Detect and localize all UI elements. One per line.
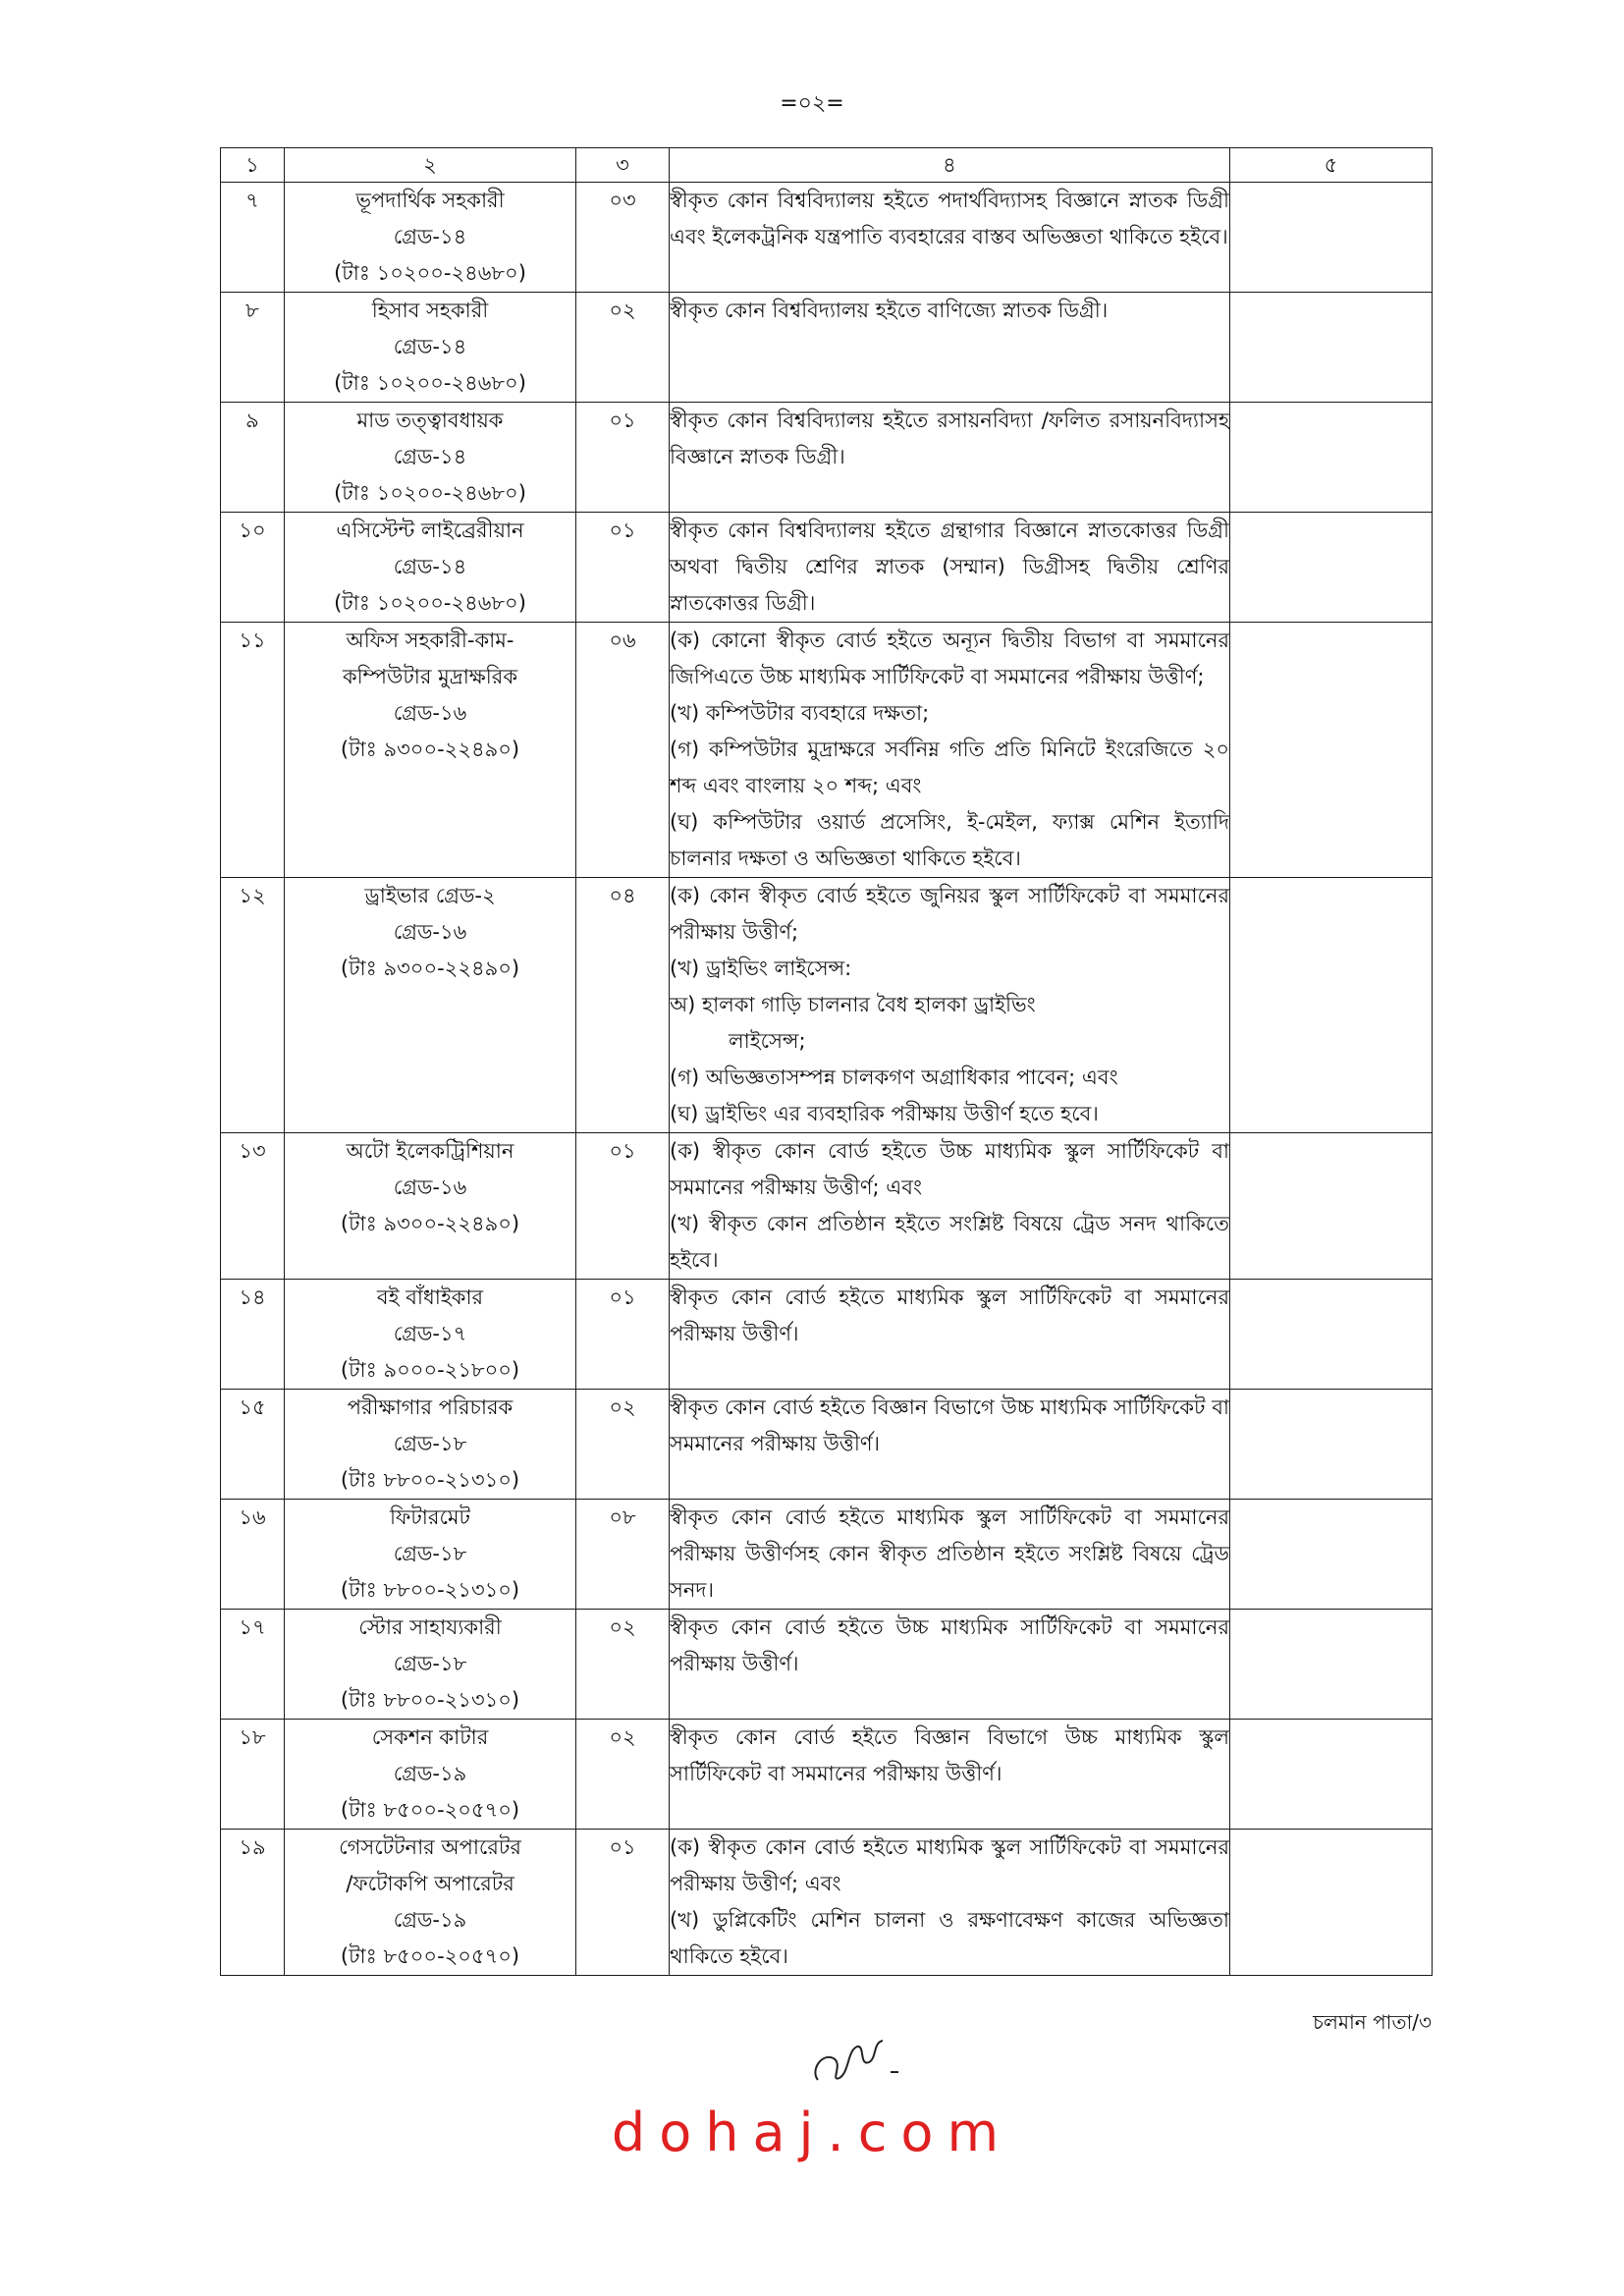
post-detail: গ্রেড-১৭: [393, 1322, 467, 1345]
qualification-cell: [670, 1500, 1230, 1610]
post-detail: (টাঃ ৯৩০০-২২৪৯০): [340, 957, 520, 980]
qualification-line: (গ) কম্পিউটার মুদ্রাক্ষরে সর্বনিম্ন গতি প্রতি মিনিটে ইংরেজিতে ২০ শব্দ এবং বাংলায় ২০ শব্দ; এবং: [670, 738, 1229, 797]
post-detail: গ্রেড-১৪: [393, 555, 467, 578]
qualification-line: (ক) কোনো স্বীকৃত বোর্ড হইতে অন্যূন দ্বিতীয় বিভাগ বা সমমানের জিপিএতে উচ্চ মাধ্যমিক সার্টিফিকেট বা সমমানের পরীক্ষায় উত্তীর্ণ;: [670, 629, 1229, 688]
serial-number: ১১: [221, 623, 285, 878]
serial-number: ৭: [221, 183, 285, 293]
vacancy-count: ০১: [576, 1133, 670, 1280]
post-title: মাড তত্ত্বাবধায়ক: [356, 409, 504, 432]
post-title: ভূপদার্থিক সহকারী: [355, 189, 505, 212]
table-row: [221, 1830, 1433, 1976]
post-detail: গ্রেড-১৮: [393, 1542, 467, 1565]
post-title: গেসটেটনার অপারেটর: [339, 1835, 521, 1859]
page-number: =০২=: [780, 91, 844, 116]
qualification-line: (ক) স্বীকৃত কোন বোর্ড হইতে উচ্চ মাধ্যমিক স্কুল সার্টিফিকেট বা সমমানের পরীক্ষায় উত্তীর্ণ; এবং: [670, 1139, 1229, 1199]
vacancy-count: ০৩: [576, 183, 670, 293]
post-detail: গ্রেড-১৮: [393, 1652, 467, 1675]
post-cell: [285, 403, 576, 513]
post-detail: কম্পিউটার মুদ্রাক্ষরিক: [342, 665, 518, 688]
vacancy-count: ০২: [576, 1720, 670, 1830]
qualification-line: (ঘ) ড্রাইভিং এর ব্যবহারিক পরীক্ষায় উত্তীর্ণ হতে হবে।: [670, 1102, 1099, 1125]
post-cell: [285, 293, 576, 403]
qualification-line: স্বীকৃত কোন বোর্ড হইতে বিজ্ঞান বিভাগে উচ্চ মাধ্যমিক স্কুল সার্টিফিকেট বা সমমানের পরীক্ষায় উত্তীর্ণ।: [670, 1725, 1229, 1785]
watermark-text: dohaj.com: [611, 2102, 1013, 2163]
post-cell: [285, 623, 576, 878]
post-detail: (টাঃ ৮৮০০-২১৩১০): [340, 1578, 520, 1602]
post-cell: [285, 1830, 576, 1976]
qualification-line: (খ) স্বীকৃত কোন প্রতিষ্ঠান হইতে সংশ্লিষ্ট বিষয়ে ট্রেড সনদ থাকিতে হইবে।: [670, 1212, 1229, 1272]
post-title: হিসাব সহকারী: [371, 299, 489, 322]
post-detail: গ্রেড-১৬: [393, 920, 467, 944]
table-row: [221, 878, 1433, 1133]
post-cell: [285, 1280, 576, 1390]
remarks-cell: [1230, 1390, 1433, 1500]
post-title: ড্রাইভার গ্রেড-২: [364, 884, 496, 907]
remarks-cell: [1230, 293, 1433, 403]
post-detail: (টাঃ ৯০০০-২১৮০০): [340, 1358, 520, 1382]
post-detail: গ্রেড-১৬: [393, 701, 467, 725]
table-header-row: [221, 148, 1433, 183]
serial-number: ৮: [221, 293, 285, 403]
qualification-cell: [670, 183, 1230, 293]
column-header: ৩: [576, 148, 670, 183]
remarks-cell: [1230, 623, 1433, 878]
post-title: অটো ইলেকট্রিশিয়ান: [346, 1139, 514, 1163]
table-row: [221, 1133, 1433, 1280]
serial-number: ১০: [221, 513, 285, 623]
post-detail: গ্রেড-১৪: [393, 335, 467, 358]
post-detail: (টাঃ ৮৫০০-২০৫৭০): [340, 1944, 520, 1968]
post-cell: [285, 878, 576, 1133]
table-row: [221, 1500, 1433, 1610]
remarks-cell: [1230, 1830, 1433, 1976]
qualification-cell: [670, 1830, 1230, 1976]
qualification-line: স্বীকৃত কোন বোর্ড হইতে উচ্চ মাধ্যমিক সার্টিফিকেট বা সমমানের পরীক্ষায় উত্তীর্ণ।: [670, 1615, 1229, 1675]
remarks-cell: [1230, 513, 1433, 623]
post-cell: [285, 1720, 576, 1830]
qualification-cell: [670, 293, 1230, 403]
signature-mark: [800, 2023, 908, 2092]
vacancy-count: ০২: [576, 1610, 670, 1720]
vacancy-count: ০৪: [576, 878, 670, 1133]
remarks-cell: [1230, 1133, 1433, 1280]
qualification-line: (গ) অভিজ্ঞতাসম্পন্ন চালকগণ অগ্রাধিকার পাবেন; এবং: [670, 1066, 1118, 1089]
table-row: [221, 1390, 1433, 1500]
post-title: বই বাঁধাইকার: [376, 1285, 484, 1309]
qualification-cell: [670, 1390, 1230, 1500]
post-detail: (টাঃ ৯৩০০-২২৪৯০): [340, 738, 520, 761]
table-row: [221, 1610, 1433, 1720]
vacancy-count: ০২: [576, 1390, 670, 1500]
column-header: ২: [285, 148, 576, 183]
qualification-line: স্বীকৃত কোন বিশ্ববিদ্যালয় হইতে পদার্থবিদ্যাসহ বিজ্ঞানে স্নাতক ডিগ্রী এবং ইলেকট্রনিক যন্ত্রপাতি ব্যবহারের বাস্তব অভিজ্ঞতা থাকিতে হইবে।: [670, 189, 1229, 248]
serial-number: ১৫: [221, 1390, 285, 1500]
serial-number: ১৭: [221, 1610, 285, 1720]
post-detail: (টাঃ ১০২০০-২৪৬৮০): [334, 261, 526, 285]
qualification-line: স্বীকৃত কোন বোর্ড হইতে বিজ্ঞান বিভাগে উচ্চ মাধ্যমিক সার্টিফিকেট বা সমমানের পরীক্ষায় উত্তীর্ণ।: [670, 1395, 1229, 1455]
post-title: স্টোর সাহায্যকারী: [358, 1615, 502, 1639]
remarks-cell: [1230, 403, 1433, 513]
serial-number: ৯: [221, 403, 285, 513]
post-detail: গ্রেড-১৬: [393, 1175, 467, 1199]
vacancy-count: ০২: [576, 293, 670, 403]
post-detail: গ্রেড-১৯: [393, 1908, 467, 1932]
qualification-cell: [670, 1720, 1230, 1830]
qualification-line: স্বীকৃত কোন বিশ্ববিদ্যালয় হইতে গ্রন্থাগার বিজ্ঞানে স্নাতকোত্তর ডিগ্রী অথবা দ্বিতীয় শ্রেণির স্নাতক (সম্মান) ডিগ্রীসহ দ্বিতীয় শ্রেণির স্নাতকোত্তর ডিগ্রী।: [670, 519, 1229, 615]
post-detail: গ্রেড-১৮: [393, 1432, 467, 1455]
remarks-cell: [1230, 1500, 1433, 1610]
qualification-line: (ক) কোন স্বীকৃত বোর্ড হইতে জুনিয়র স্কুল সার্টিফিকেট বা সমমানের পরীক্ষায় উত্তীর্ণ;: [670, 884, 1229, 944]
post-detail: (টাঃ ৮৫০০-২০৫৭০): [340, 1798, 520, 1822]
table-row: [221, 1280, 1433, 1390]
vacancy-count: ০৮: [576, 1500, 670, 1610]
vacancy-count: ০১: [576, 1280, 670, 1390]
post-cell: [285, 183, 576, 293]
vacancy-count: ০১: [576, 1830, 670, 1976]
qualification-cell: [670, 1133, 1230, 1280]
qualification-line: (খ) ড্রাইভিং লাইসেন্স:: [670, 957, 852, 980]
post-detail: (টাঃ ১০২০০-২৪৬৮০): [334, 481, 526, 505]
post-detail: (টাঃ ১০২০০-২৪৬৮০): [334, 591, 526, 615]
post-title: পরীক্ষাগার পরিচারক: [347, 1395, 514, 1419]
post-title: সেকশন কাটার: [371, 1725, 489, 1749]
post-detail: (টাঃ ৯৩০০-২২৪৯০): [340, 1212, 520, 1235]
column-header: ৪: [670, 148, 1230, 183]
qualification-cell: [670, 403, 1230, 513]
serial-number: ১৩: [221, 1133, 285, 1280]
qualification-line: স্বীকৃত কোন বোর্ড হইতে মাধ্যমিক স্কুল সার্টিফিকেট বা সমমানের পরীক্ষায় উত্তীর্ণ।: [670, 1285, 1229, 1345]
qualification-cell: [670, 1280, 1230, 1390]
qualification-line: (ঘ) কম্পিউটার ওয়ার্ড প্রসেসিং, ই-মেইল, ফ্যাক্স মেশিন ইত্যাদি চালনার দক্ষতা ও অভিজ্ঞতা থাকিতে হইবে।: [670, 810, 1229, 870]
post-detail: (টাঃ ৮৮০০-২১৩১০): [340, 1688, 520, 1712]
column-header: ১: [221, 148, 285, 183]
post-cell: [285, 1500, 576, 1610]
qualification-cell: [670, 878, 1230, 1133]
qualification-line: স্বীকৃত কোন বিশ্ববিদ্যালয় হইতে বাণিজ্যে স্নাতক ডিগ্রী।: [670, 299, 1109, 322]
qualification-line: স্বীকৃত কোন বিশ্ববিদ্যালয় হইতে রসায়নবিদ্যা /ফলিত রসায়নবিদ্যাসহ বিজ্ঞানে স্নাতক ডিগ্রী।: [670, 409, 1229, 468]
serial-number: ১৯: [221, 1830, 285, 1976]
post-detail: গ্রেড-১৪: [393, 445, 467, 468]
post-detail: গ্রেড-১৯: [393, 1762, 467, 1785]
remarks-cell: [1230, 183, 1433, 293]
qualification-line: (ক) স্বীকৃত কোন বোর্ড হইতে মাধ্যমিক স্কুল সার্টিফিকেট বা সমমানের পরীক্ষায় উত্তীর্ণ; এবং: [670, 1835, 1229, 1895]
post-cell: [285, 1390, 576, 1500]
remarks-cell: [1230, 1280, 1433, 1390]
table-row: [221, 1720, 1433, 1830]
remarks-cell: [1230, 1610, 1433, 1720]
qualification-cell: [670, 513, 1230, 623]
post-title: এসিস্টেন্ট লাইব্রেরীয়ান: [336, 519, 524, 542]
table-row: [221, 403, 1433, 513]
qualification-line: (খ) ডুপ্লিকেটিং মেশিন চালনা ও রক্ষণাবেক্ষণ কাজের অভিজ্ঞতা থাকিতে হইবে।: [670, 1908, 1229, 1968]
table-row: [221, 513, 1433, 623]
post-title: অফিস সহকারী-কাম-: [346, 629, 514, 652]
qualification-cell: [670, 623, 1230, 878]
post-detail: (টাঃ ৮৮০০-২১৩১০): [340, 1468, 520, 1492]
post-cell: [285, 1133, 576, 1280]
qualification-line: (খ) কম্পিউটার ব্যবহারে দক্ষতা;: [670, 701, 930, 725]
post-detail: গ্রেড-১৪: [393, 225, 467, 248]
remarks-cell: [1230, 1720, 1433, 1830]
vacancy-count: ০১: [576, 513, 670, 623]
remarks-cell: [1230, 878, 1433, 1133]
post-detail: /ফটোকপি অপারেটর: [346, 1872, 514, 1895]
continuation-note: চলমান পাতা/৩: [1313, 2010, 1432, 2034]
serial-number: ১৪: [221, 1280, 285, 1390]
qualification-line: লাইসেন্স;: [729, 1029, 806, 1053]
serial-number: ১৮: [221, 1720, 285, 1830]
post-detail: (টাঃ ১০২০০-২৪৬৮০): [334, 371, 526, 395]
post-cell: [285, 513, 576, 623]
serial-number: ১৬: [221, 1500, 285, 1610]
qualification-cell: [670, 1610, 1230, 1720]
posts-table: [220, 147, 1433, 1976]
table-row: [221, 183, 1433, 293]
column-header: ৫: [1230, 148, 1433, 183]
qualification-line: স্বীকৃত কোন বোর্ড হইতে মাধ্যমিক স্কুল সার্টিফিকেট বা সমমানের পরীক্ষায় উত্তীর্ণসহ কোন স্বীকৃত প্রতিষ্ঠান হইতে সংশ্লিষ্ট বিষয়ে ট্রেড সনদ।: [670, 1505, 1229, 1602]
vacancy-count: ০৬: [576, 623, 670, 878]
table-row: [221, 623, 1433, 878]
vacancy-count: ০১: [576, 403, 670, 513]
serial-number: ১২: [221, 878, 285, 1133]
post-title: ফিটারমেট: [390, 1505, 470, 1529]
qualification-line: অ) হালকা গাড়ি চালনার বৈধ হালকা ড্রাইভিং: [670, 993, 1036, 1016]
table-row: [221, 293, 1433, 403]
post-cell: [285, 1610, 576, 1720]
